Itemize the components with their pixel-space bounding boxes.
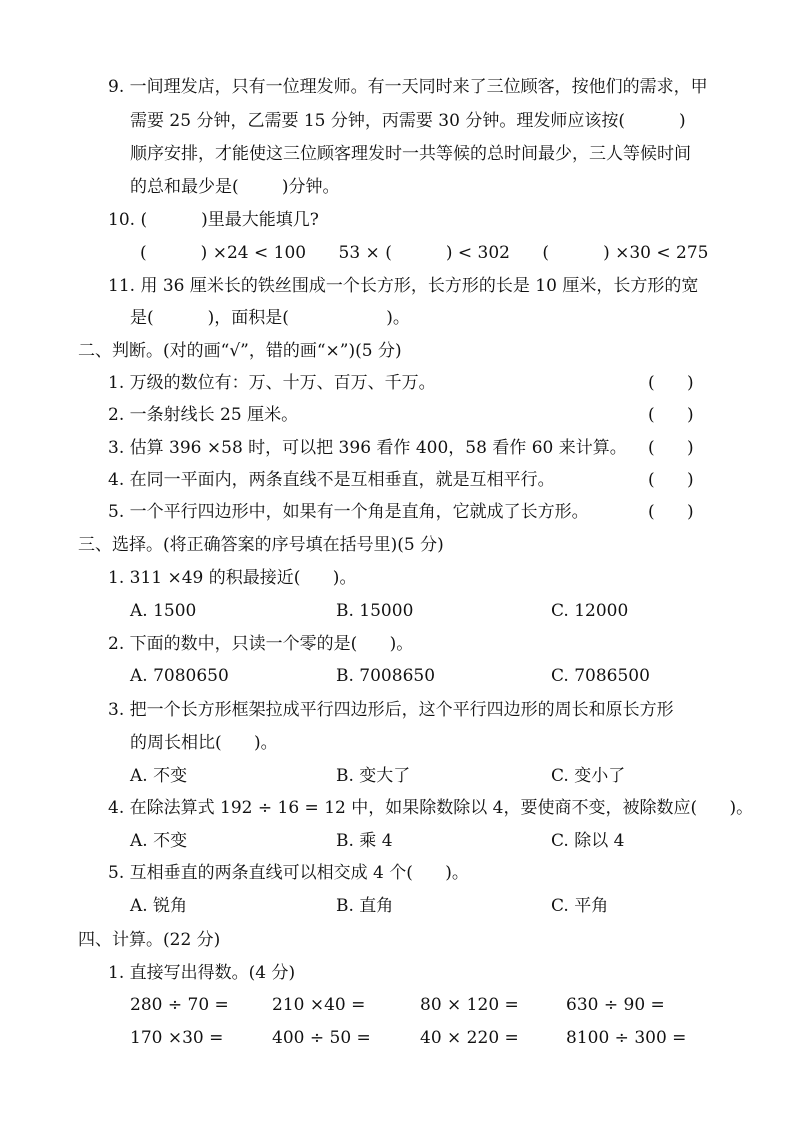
calc-r1-c2: 210 ×40 =	[272, 995, 366, 1015]
judge-item-1: 1. 万级的数位有：万、十万、百万、千万。	[108, 373, 436, 393]
judge-answer-5: ( )	[648, 502, 694, 522]
choice-q2-option-a: A. 7080650	[130, 666, 229, 686]
judge-answer-1: ( )	[648, 373, 694, 393]
choice-q3-option-a: A. 不变	[130, 766, 188, 786]
judge-item-3: 3. 估算 396 ×58 时，可以把 396 看作 400，58 看作 60 来计算。	[108, 438, 627, 458]
q9-line2: 需要 25 分钟，乙需要 15 分钟，丙需要 30 分钟。理发师应该按( )	[130, 111, 686, 131]
calc-r2-c4: 8100 ÷ 300 =	[566, 1028, 687, 1048]
choice-q4-option-a: A. 不变	[130, 831, 188, 851]
choice-q2-option-b: B. 7008650	[336, 666, 436, 686]
choice-q2: 2. 下面的数中，只读一个零的是( )。	[108, 634, 414, 654]
calc-r2-c1: 170 ×30 =	[130, 1028, 224, 1048]
calc-r1-c4: 630 ÷ 90 =	[566, 995, 665, 1015]
calc-r2-c2: 400 ÷ 50 =	[272, 1028, 371, 1048]
choice-q1-option-a: A. 1500	[130, 601, 197, 621]
choice-q5: 5. 互相垂直的两条直线可以相交成 4 个( )。	[108, 863, 469, 883]
q9-line4: 的总和最少是( )分钟。	[130, 177, 340, 197]
section4-title: 四、计算。(22 分)	[78, 930, 221, 950]
choice-q3-line1: 3. 把一个长方形框架拉成平行四边形后，这个平行四边形的周长和原长方形	[108, 700, 674, 720]
q11-line2: 是( )，面积是( )。	[130, 308, 410, 328]
choice-q4: 4. 在除法算式 192 ÷ 16 = 12 中，如果除数除以 4，要使商不变，被除数应( )。	[108, 798, 754, 818]
choice-q3-option-c: C. 变小了	[551, 766, 626, 786]
choice-q1: 1. 311 ×49 的积最接近( )。	[108, 568, 357, 588]
judge-answer-4: ( )	[648, 470, 694, 490]
section3-title: 三、选择。(将正确答案的序号填在括号里)(5 分)	[78, 535, 444, 555]
judge-item-4: 4. 在同一平面内，两条直线不是互相垂直，就是互相平行。	[108, 470, 555, 490]
choice-q1-option-c: C. 12000	[551, 601, 629, 621]
choice-q3-line2: 的周长相比( )。	[130, 733, 278, 753]
q10-line2: ( ) ×24 < 100 53 × ( ) < 302 ( ) ×30 < 275	[140, 243, 709, 263]
choice-q3-option-b: B. 变大了	[336, 766, 411, 786]
calc-r1-c3: 80 × 120 =	[420, 995, 519, 1015]
q11-line1: 11. 用 36 厘米长的铁丝围成一个长方形，长方形的长是 10 厘米，长方形的宽	[108, 276, 699, 296]
choice-q4-option-b: B. 乘 4	[336, 831, 393, 851]
choice-q5-option-c: C. 平角	[551, 896, 609, 916]
calc-subtitle: 1. 直接写出得数。(4 分)	[108, 963, 296, 983]
q9-line3: 顺序安排，才能使这三位顾客理发时一共等候的总时间最少，三人等候时间	[130, 144, 691, 164]
section2-title: 二、判断。(对的画“√”，错的画“×”)(5 分)	[78, 341, 402, 361]
calc-r2-c3: 40 × 220 =	[420, 1028, 519, 1048]
judge-item-5: 5. 一个平行四边形中，如果有一个角是直角，它就成了长方形。	[108, 502, 589, 522]
q10-line1: 10. ( )里最大能填几?	[108, 210, 319, 230]
choice-q1-option-b: B. 15000	[336, 601, 414, 621]
judge-answer-3: ( )	[648, 438, 694, 458]
choice-q4-option-c: C. 除以 4	[551, 831, 625, 851]
judge-item-2: 2. 一条射线长 25 厘米。	[108, 405, 299, 425]
q9-line1: 9. 一间理发店，只有一位理发师。有一天同时来了三位顾客，按他们的需求，甲	[108, 77, 708, 97]
choice-q5-option-a: A. 锐角	[130, 896, 188, 916]
choice-q2-option-c: C. 7086500	[551, 666, 650, 686]
calc-r1-c1: 280 ÷ 70 =	[130, 995, 229, 1015]
judge-answer-2: ( )	[648, 405, 694, 425]
choice-q5-option-b: B. 直角	[336, 896, 394, 916]
